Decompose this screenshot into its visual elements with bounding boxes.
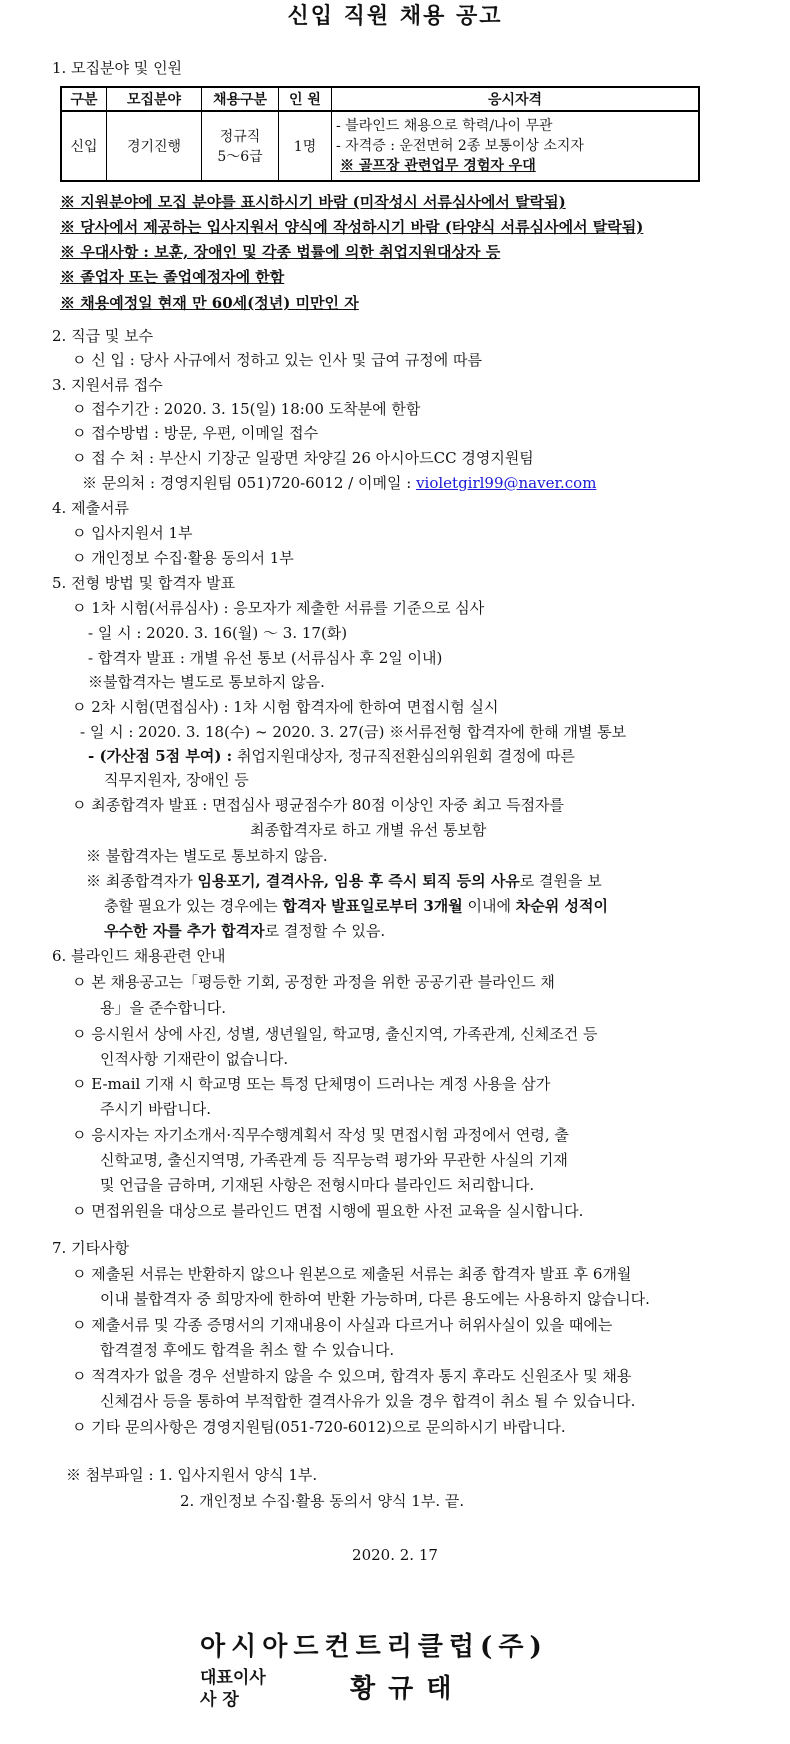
qualification-line-3: ※ 골프장 관련업무 경험자 우대 [340, 158, 536, 174]
final-note-3c: 이내에 [462, 897, 516, 915]
section-7-heading: 7. 기타사항 [52, 1239, 130, 1257]
blind-item-1: ㅇ 본 채용공고는「평등한 기회, 공정한 과정을 위한 공공기관 블라인드 채 [72, 973, 555, 991]
email-link[interactable]: violetgirl99@naver.com [416, 474, 597, 492]
notice-2: ※ 당사에서 제공하는 입사지원서 양식에 작성하시기 바람 (타양식 서류심사에서 탈락됨) [60, 218, 644, 236]
cell-field: 경기진행 [107, 111, 202, 181]
blind-item-2-cont: 인적사항 기재란이 없습니다. [100, 1050, 289, 1068]
round2-line: ㅇ 2차 시험(면접심사) : 1차 시험 합격자에 한하여 면접시험 실시 [72, 698, 499, 716]
misc-item-2-cont: 합격결정 후에도 합격을 취소 할 수 있습니다. [100, 1341, 395, 1359]
attachment-line-2: 2. 개인정보 수집·활용 동의서 양식 1부. 끝. [180, 1492, 465, 1510]
cell-type [202, 111, 279, 181]
section-3-line-1: ㅇ 접수기간 : 2020. 3. 15(일) 18:00 도착분에 한함 [72, 400, 421, 418]
blind-item-4: ㅇ 응시자는 자기소개서·직무수행계획서 작성 및 면접시험 과정에서 연령, 출 [72, 1126, 569, 1144]
final-note-1: ※ 불합격자는 별도로 통보하지 않음. [86, 847, 328, 865]
final-note-2b: 임용포기, 결격사유, 임용 후 즉시 퇴직 등의 사유 [197, 872, 520, 890]
final-note-2a: ※ 최종합격자가 [86, 872, 198, 890]
round2-bonus-cont: 직무지원자, 장애인 등 [104, 771, 249, 789]
round1-date: - 일 시 : 2020. 3. 16(월) ～ 3. 17(화) [88, 624, 348, 642]
final-note-4 [104, 921, 385, 941]
cell-qualification [332, 111, 700, 181]
col-header-field: 모집분야 [107, 87, 202, 111]
round2-bonus [88, 746, 575, 766]
misc-item-2: ㅇ 제출서류 및 각종 증명서의 기재내용이 사실과 다르거나 허위사실이 있을 때에는 [72, 1316, 613, 1334]
ceo-title-line-2: 사 장 [200, 1690, 239, 1710]
blind-item-1-cont: 용」을 준수합니다. [100, 999, 226, 1017]
round1-note: ※불합격자는 별도로 통보하지 않음. [88, 673, 325, 691]
col-header-type: 채용구분 [202, 87, 279, 111]
table-row [61, 111, 699, 181]
final-note-4c: 로 결정할 수 있음. [264, 922, 386, 940]
attachment-line-1: ※ 첨부파일 : 1. 입사지원서 양식 1부. [66, 1466, 318, 1484]
final-note-2c: 로 결원을 보 [519, 872, 602, 890]
round2-date: - 일 시 : 2020. 3. 18(수) ~ 2020. 3. 27(금) ※서류전형 합격자에 한해 개별 통보 [80, 723, 627, 741]
blind-item-3-cont: 주시기 바랍니다. [100, 1100, 211, 1118]
section-4-heading: 4. 제출서류 [52, 499, 130, 517]
cell-category: 신입 [61, 111, 107, 181]
section-1-heading: 1. 모집분야 및 인원 [52, 59, 183, 77]
issue-date: 2020. 2. 17 [352, 1546, 438, 1564]
page-title: 신입 직원 채용 공고 [287, 3, 503, 29]
blind-item-3: ㅇ E-mail 기재 시 학교명 또는 특정 단체명이 드러나는 계정 사용을 삼가 [72, 1075, 551, 1093]
section-3-heading: 3. 지원서류 접수 [52, 376, 163, 394]
col-header-qualification: 응시자격 [332, 87, 700, 111]
ceo-name: 황 규 태 [350, 1674, 454, 1704]
qualification-line-2: - 자격증 : 운전면허 2종 보통이상 소지자 [336, 138, 584, 154]
section-6-heading: 6. 블라인드 채용관련 안내 [52, 947, 226, 965]
round2-bonus-label: - (가산점 5점 부여) : [88, 747, 233, 765]
blind-item-5: ㅇ 면접위원을 대상으로 블라인드 면접 시행에 필요한 사전 교육을 실시합니다. [72, 1202, 584, 1220]
blind-item-4-cont2: 및 언급을 금하며, 기재된 사항은 전형시마다 블라인드 처리합니다. [100, 1176, 535, 1194]
notice-5: ※ 채용예정일 현재 만 60세(정년) 미만인 자 [60, 294, 359, 312]
misc-item-3-cont: 신체검사 등을 통하여 부적합한 결격사유가 있을 경우 합격이 취소 될 수 있습니다. [100, 1392, 636, 1410]
organization-name: 아시아드컨트리클럽(주) [200, 1632, 548, 1662]
final-line-1: ㅇ 최종합격자 발표 : 면접심사 평균점수가 80점 이상인 자중 최고 득점자를 [72, 796, 565, 814]
contact-line [82, 473, 596, 493]
final-note-3 [104, 896, 608, 916]
misc-item-1-cont: 이내 불합격자 중 희망자에 한하여 반환 가능하며, 다른 용도에는 사용하지 않습니다. [100, 1290, 650, 1308]
notice-1: ※ 지원분야에 모집 분야를 표시하시기 바람 (미작성시 서류심사에서 탈락됨) [60, 193, 566, 211]
cell-type-line2: 5～6급 [217, 149, 263, 165]
section-3-line-3: ㅇ 접 수 처 : 부산시 기장군 일광면 차양길 26 아시아드CC 경영지원팀 [72, 449, 534, 467]
misc-item-3: ㅇ 적격자가 없을 경우 선발하지 않을 수 있으며, 합격자 통지 후라도 신원조사 및 채용 [72, 1367, 632, 1385]
notice-4: ※ 졸업자 또는 졸업예정자에 한함 [60, 268, 285, 286]
final-note-3b: 합격자 발표일로부터 3개월 [282, 897, 463, 915]
contact-prefix: ※ 문의처 : 경영지원팀 051)720-6012 / 이메일 : [82, 474, 417, 492]
ceo-title-line-1: 대표이사 [200, 1668, 266, 1688]
cell-count: 1명 [279, 111, 332, 181]
final-note-2 [86, 871, 602, 891]
misc-item-1: ㅇ 제출된 서류는 반환하지 않으나 원본으로 제출된 서류는 최종 합격자 발표 후 6개월 [72, 1265, 632, 1283]
final-note-4b: 추가 합격자 [186, 922, 265, 940]
qualification-line-1: - 블라인드 채용으로 학력/나이 무관 [336, 118, 553, 134]
section-3-line-2: ㅇ 접수방법 : 방문, 우편, 이메일 접수 [72, 424, 319, 442]
notice-3: ※ 우대사항 : 보훈, 장애인 및 각종 법률에 의한 취업지원대상자 등 [60, 243, 501, 261]
round1-line: ㅇ 1차 시험(서류심사) : 응모자가 제출한 서류를 기준으로 심사 [72, 599, 485, 617]
section-4-line-2: ㅇ 개인정보 수집·활용 동의서 1부 [72, 549, 294, 567]
final-note-4a: 우수한 자를 [104, 922, 187, 940]
cell-type-line1: 정규직 [219, 129, 261, 145]
round2-bonus-text: 취업지원대상자, 정규직전환심의위원회 결정에 따른 [232, 747, 575, 765]
recruitment-table [60, 86, 700, 182]
col-header-category: 구분 [61, 87, 107, 111]
final-note-3a: 충할 필요가 있는 경우에는 [104, 897, 283, 915]
final-line-2: 최종합격자로 하고 개별 유선 통보함 [250, 821, 487, 839]
section-5-heading: 5. 전형 방법 및 합격자 발표 [52, 574, 236, 592]
round1-announce: - 합격자 발표 : 개별 유선 통보 (서류심사 후 2일 이내) [88, 649, 443, 667]
final-note-3d: 차순위 성적이 [515, 897, 608, 915]
section-2-line-1: ㅇ 신 입 : 당사 사규에서 정하고 있는 인사 및 급여 규정에 따름 [72, 351, 483, 369]
misc-item-4: ㅇ 기타 문의사항은 경영지원팀(051-720-6012)으로 문의하시기 바랍니다. [72, 1418, 566, 1436]
section-2-heading: 2. 직급 및 보수 [52, 327, 154, 345]
col-header-count: 인 원 [279, 87, 332, 111]
section-4-line-1: ㅇ 입사지원서 1부 [72, 524, 193, 542]
blind-item-4-cont: 신학교명, 출신지역명, 가족관계 등 직무능력 평가와 무관한 사실의 기재 [100, 1151, 568, 1169]
blind-item-2: ㅇ 응시원서 상에 사진, 성별, 생년월일, 학교명, 출신지역, 가족관계, 신체조건 등 [72, 1025, 598, 1043]
